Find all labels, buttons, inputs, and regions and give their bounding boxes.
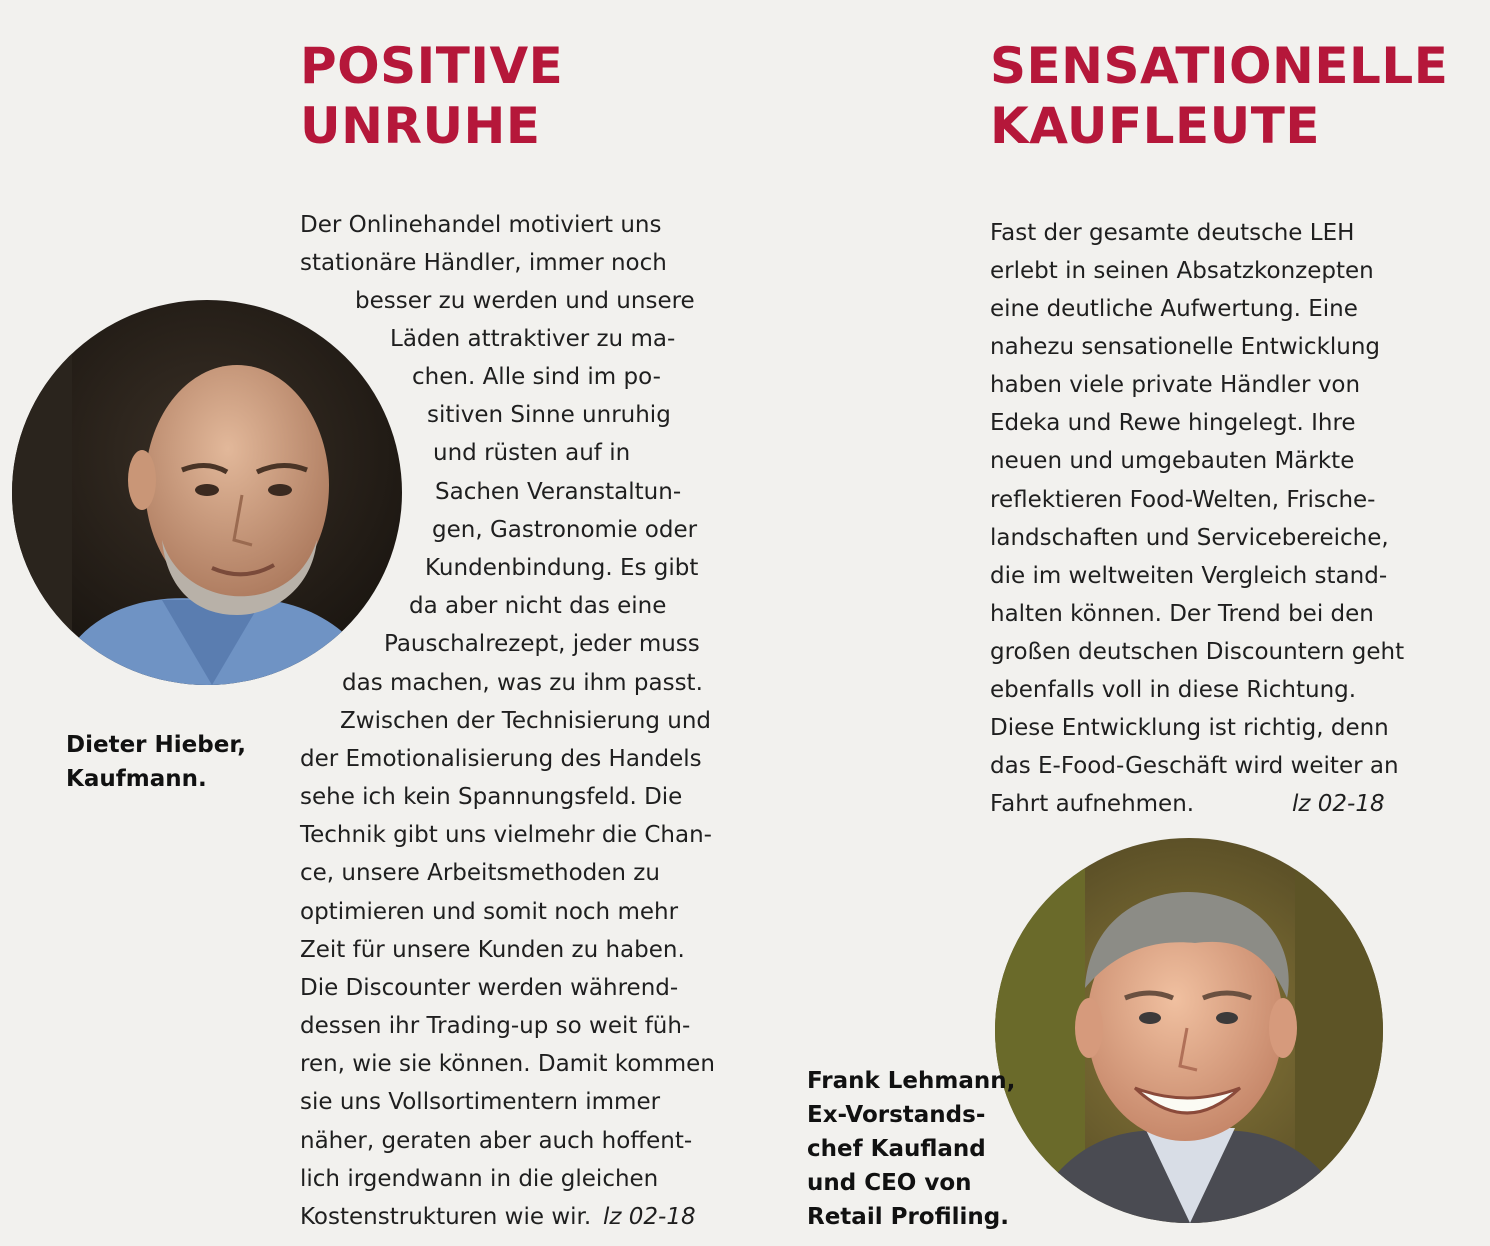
headline-line: SENSATIONELLE <box>990 37 1449 95</box>
text-line: lich irgendwann in die gleichen <box>300 1166 659 1192</box>
text-line: Die Discounter werden während- <box>300 975 679 1001</box>
text-line: chen. Alle sind im po- <box>412 364 661 390</box>
portrait-dieter-hieber <box>12 300 402 685</box>
text-line: erlebt in seinen Absatzkonzepten <box>990 258 1374 284</box>
text-line: näher, geraten aber auch hoffent- <box>300 1128 693 1154</box>
text-line: landschaften und Servicebereiche, <box>990 525 1389 551</box>
portrait-illustration <box>12 300 402 685</box>
text-line: optimieren und somit noch mehr <box>300 899 679 925</box>
text-line: Läden attraktiver zu ma- <box>390 326 676 352</box>
text-line: gen, Gastronomie oder <box>432 517 698 543</box>
text-line: Edeka und Rewe hingelegt. Ihre <box>990 410 1356 436</box>
text-line: das E-Food-Geschäft wird weiter an <box>990 753 1399 779</box>
text-line: eine deutliche Aufwertung. Eine <box>990 296 1358 322</box>
text-line: ce, unsere Arbeitsmethoden zu <box>300 860 660 886</box>
portrait-illustration <box>995 838 1383 1223</box>
caption-dieter-hieber <box>66 728 246 796</box>
text-line: und rüsten auf in <box>433 440 631 466</box>
headline-sensationelle-kaufleute <box>990 36 1448 156</box>
text-line: der Emotionalisierung des Handels <box>300 746 702 772</box>
text-line: Technik gibt uns vielmehr die Chan- <box>300 822 712 848</box>
headline-line: POSITIVE <box>300 37 564 95</box>
portrait-frank-lehmann <box>995 838 1383 1223</box>
text-line: großen deutschen Discountern geht <box>990 639 1405 665</box>
text-line: besser zu werden und unsere <box>355 288 695 314</box>
text-line: Diese Entwicklung ist richtig, denn <box>990 715 1389 741</box>
caption-line: Dieter Hieber, <box>66 732 247 758</box>
caption-frank-lehmann <box>807 1064 1015 1234</box>
text-line: Kundenbindung. Es gibt <box>425 555 699 581</box>
source-reference: lz 02-18 <box>603 1204 696 1230</box>
text-line: neuen und umgebauten Märkte <box>990 448 1355 474</box>
caption-line: Ex-Vorstands- <box>807 1102 986 1128</box>
text-line: Der Onlinehandel motiviert uns <box>300 212 662 238</box>
text-line: die im weltweiten Vergleich stand- <box>990 563 1388 589</box>
text-line: Kostenstrukturen wie wir. <box>300 1204 592 1230</box>
text-line: halten können. Der Trend bei den <box>990 601 1374 627</box>
text-line: dessen ihr Trading-up so weit füh- <box>300 1013 691 1039</box>
text-line: nahezu sensationelle Entwicklung <box>990 334 1381 360</box>
caption-line: Kaufmann. <box>66 766 207 792</box>
text-line: sie uns Vollsortimentern immer <box>300 1089 661 1115</box>
caption-line: chef Kaufland <box>807 1136 986 1162</box>
text-line: stationäre Händler, immer noch <box>300 250 667 276</box>
text-line: ren, wie sie können. Damit kommen <box>300 1051 715 1077</box>
text-line: da aber nicht das eine <box>409 593 667 619</box>
text-line: reflektieren Food-Welten, Frische- <box>990 487 1376 513</box>
text-line: sehe ich kein Spannungsfeld. Die <box>300 784 683 810</box>
text-line: sitiven Sinne unruhig <box>427 402 671 428</box>
caption-line: Frank Lehmann, <box>807 1068 1016 1094</box>
text-line: Pauschalrezept, jeder muss <box>384 631 700 657</box>
text-line: Zwischen der Technisierung und <box>340 708 711 734</box>
caption-line: Retail Profiling. <box>807 1204 1009 1230</box>
text-line: Sachen Veranstaltun- <box>435 479 682 505</box>
text-line: das machen, was zu ihm passt. <box>342 670 703 696</box>
text-line: ebenfalls voll in diese Richtung. <box>990 677 1357 703</box>
text-line: Zeit für unsere Kunden zu haben. <box>300 937 685 963</box>
text-line: haben viele private Händler von <box>990 372 1361 398</box>
headline-line: UNRUHE <box>300 97 541 155</box>
text-line: Fahrt aufnehmen. <box>990 791 1195 817</box>
source-reference: lz 02-18 <box>1292 791 1385 817</box>
text-line: Fast der gesamte deutsche LEH <box>990 220 1355 246</box>
headline-line: KAUFLEUTE <box>990 97 1321 155</box>
caption-line: und CEO von <box>807 1170 972 1196</box>
headline-positive-unruhe <box>300 36 563 156</box>
